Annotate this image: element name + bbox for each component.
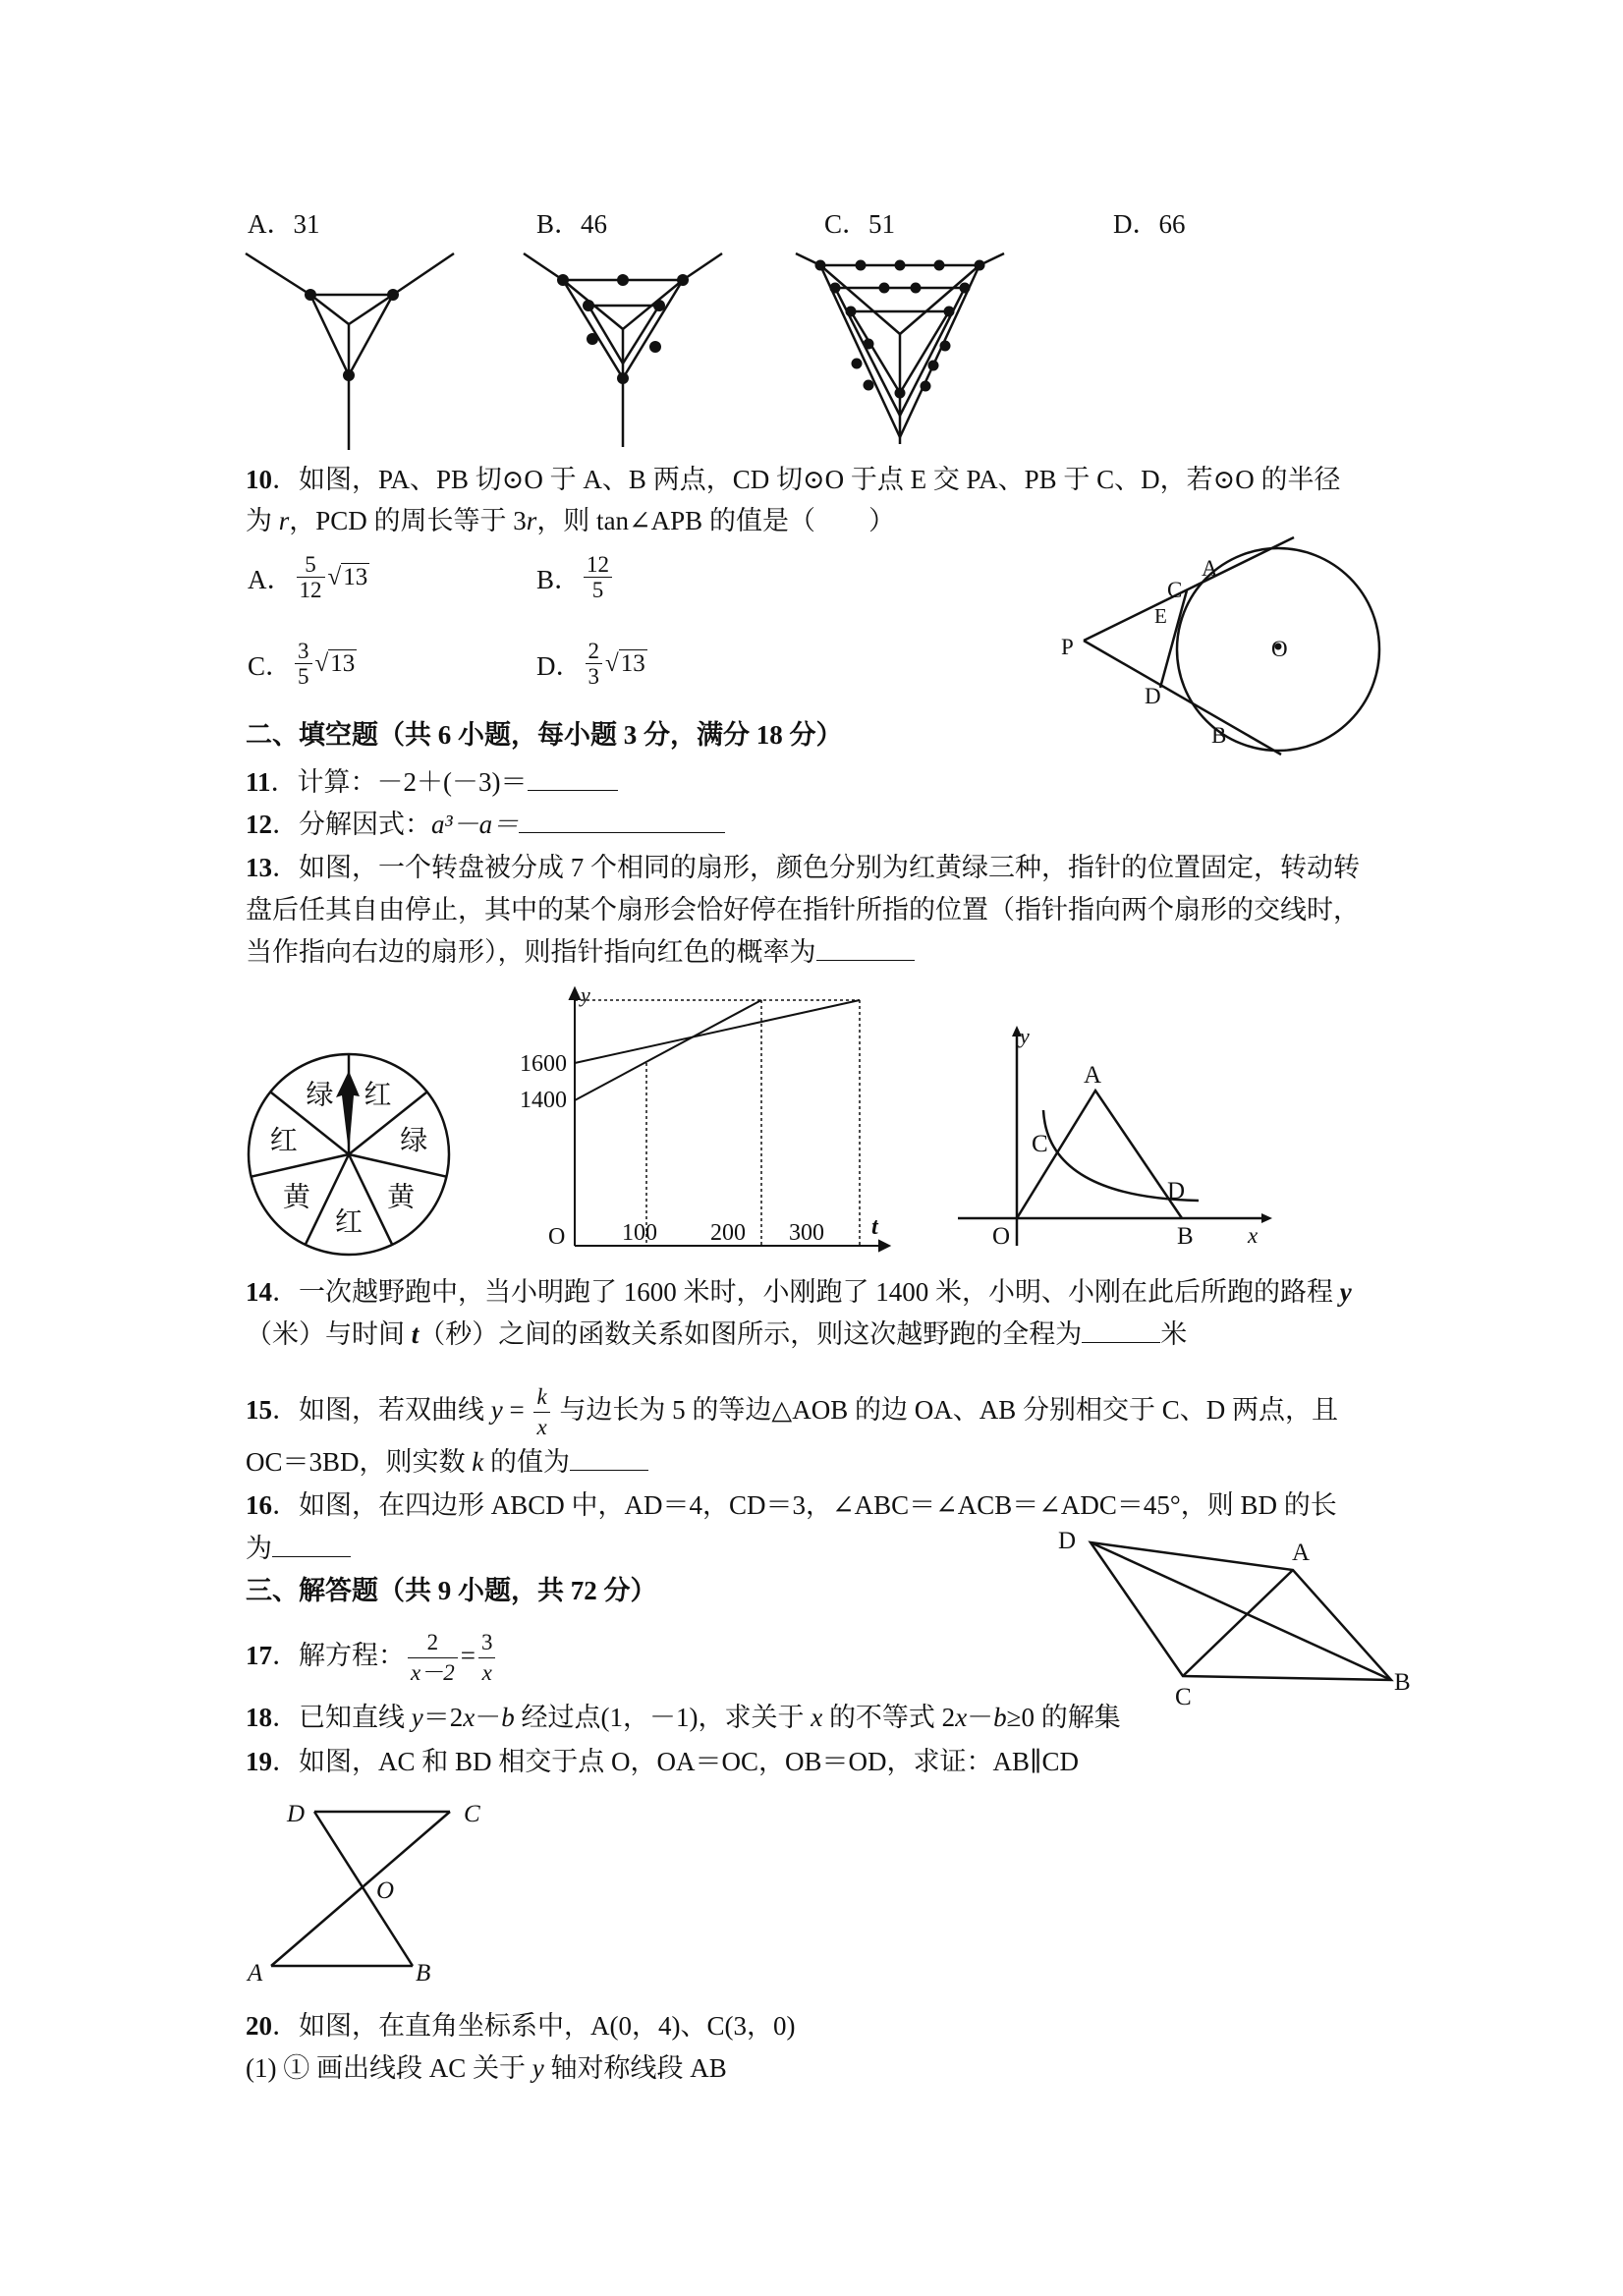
q10-text-2c: ，则 tan∠APB 的值是（ ） bbox=[536, 506, 895, 535]
q14-x-tick-300: 300 bbox=[789, 1220, 824, 1246]
q10-label-p: P bbox=[1061, 635, 1074, 659]
q20-sub1-b: 轴对称线段 AB bbox=[543, 2053, 727, 2083]
q16-number: 16 bbox=[246, 1490, 272, 1520]
q13-spinner bbox=[246, 1051, 452, 1258]
q9-figure-2 bbox=[524, 251, 725, 452]
q18-text-f: － bbox=[967, 1703, 994, 1732]
q10-label-d: D bbox=[1145, 684, 1161, 708]
q10-option-b-den: 5 bbox=[591, 578, 604, 602]
q14-y-tick-1400: 1400 bbox=[520, 1088, 567, 1113]
q10-line2 bbox=[246, 501, 895, 540]
q14-line2 bbox=[246, 1315, 1187, 1354]
q14-origin: O bbox=[548, 1224, 566, 1250]
spinner-sector-label: 红 bbox=[364, 1080, 392, 1111]
q18-number: 18 bbox=[246, 1703, 272, 1732]
q10-label-c: C bbox=[1167, 578, 1183, 602]
q15-label-b: B bbox=[1177, 1223, 1194, 1250]
q15-label-o: O bbox=[992, 1223, 1011, 1250]
q18-var-b2: b bbox=[993, 1703, 1007, 1732]
q10-label-a: A bbox=[1202, 556, 1218, 581]
q18-text-c: － bbox=[475, 1703, 502, 1732]
q14-chart bbox=[516, 982, 909, 1262]
q10-option-d-num: 2 bbox=[586, 639, 603, 664]
q10-option-d-rad: 13 bbox=[620, 649, 645, 677]
q15-label-d: D bbox=[1167, 1178, 1186, 1204]
series-line-2 bbox=[575, 1000, 761, 1100]
q15-label-c: C bbox=[1032, 1131, 1048, 1157]
q19-line bbox=[246, 1742, 1079, 1781]
q10-option-d-label: D． bbox=[536, 651, 583, 681]
q14-x-label: t bbox=[871, 1214, 878, 1240]
q17-right-num: 3 bbox=[478, 1628, 496, 1658]
q17-eq: = bbox=[460, 1641, 476, 1670]
q9-option-b: B．46 bbox=[536, 209, 608, 239]
q16-label-c: C bbox=[1175, 1684, 1192, 1710]
q10-text-2a: 为 bbox=[246, 506, 279, 535]
q14-number: 14 bbox=[246, 1277, 272, 1307]
q16-label-d: D bbox=[1058, 1528, 1077, 1554]
q19-label-b: B bbox=[416, 1960, 431, 1987]
q9-option-a: A．31 bbox=[248, 209, 320, 239]
q15-func-y: y bbox=[490, 1395, 503, 1425]
q15-func-den: x bbox=[536, 1415, 547, 1440]
q10-var-r: r bbox=[278, 506, 290, 535]
q9-figure-1 bbox=[246, 251, 457, 452]
spinner-divider bbox=[252, 1154, 349, 1177]
spinner-sector-label: 黄 bbox=[282, 1182, 310, 1213]
q16-blank[interactable] bbox=[272, 1531, 351, 1557]
q14-line1 bbox=[246, 1272, 1352, 1312]
q14-y-label: y bbox=[581, 982, 590, 1007]
q20-sub1 bbox=[246, 2048, 727, 2088]
q19-number: 19 bbox=[246, 1747, 272, 1776]
q16-line1 bbox=[246, 1485, 1337, 1525]
q15-text-2b: 的值为 bbox=[483, 1447, 570, 1477]
q10-option-a-num: 5 bbox=[297, 552, 325, 578]
q18-var-b1: b bbox=[501, 1703, 515, 1732]
q16-figure bbox=[1051, 1523, 1425, 1709]
q10-option-d-den: 3 bbox=[588, 664, 599, 689]
q15-line1 bbox=[246, 1375, 1338, 1444]
q10-number: 10 bbox=[246, 465, 272, 494]
section3-heading: 三、解答题（共 9 小题，共 72 分） bbox=[246, 1576, 657, 1605]
q10-option-c-num: 3 bbox=[295, 639, 312, 664]
q10-option-a: A． $\frac{5}{12}$ √13 bbox=[248, 552, 368, 602]
q10-var-r2: r bbox=[526, 506, 537, 535]
q17-left-den: x－2 bbox=[411, 1660, 455, 1686]
q15-text-1: ．如图，若双曲线 bbox=[272, 1395, 491, 1425]
q14-x-tick-200: 200 bbox=[710, 1220, 746, 1246]
q14-var-t: t bbox=[411, 1319, 420, 1349]
spinner-pointer-icon bbox=[336, 1071, 360, 1152]
q9-option-d: D．66 bbox=[1113, 209, 1186, 239]
q15-line2 bbox=[246, 1442, 648, 1482]
q18-text-e: 的不等式 2 bbox=[822, 1703, 956, 1732]
q10-option-b bbox=[536, 552, 615, 602]
spinner-sector-label: 红 bbox=[269, 1125, 298, 1156]
q14-text-1: ．一次越野跑中，当小明跑了 1600 米时，小刚跑了 1400 米，小明、小刚在此后所跑的路程 bbox=[272, 1277, 1340, 1307]
q12-text: ．分解因式： bbox=[272, 810, 431, 839]
q20-sub1-a: (1) ① 画出线段 AC 关于 bbox=[246, 2053, 532, 2083]
q15-func-eq: = bbox=[502, 1395, 532, 1425]
spinner-divider bbox=[349, 1154, 446, 1177]
q11-blank[interactable] bbox=[528, 764, 618, 791]
q13-blank[interactable] bbox=[816, 934, 915, 961]
q14-blank[interactable] bbox=[1082, 1316, 1160, 1343]
q18-var-x3: x bbox=[955, 1703, 968, 1732]
q18-text-d: 经过点(1，－1)，求关于 bbox=[514, 1703, 812, 1732]
q20-line bbox=[246, 2006, 795, 2045]
q20-text: ．如图，在直角坐标系中，A(0，4)、C(3，0) bbox=[272, 2011, 796, 2041]
q10-option-b-num: 12 bbox=[584, 552, 612, 578]
q16-text-2: 为 bbox=[246, 1534, 272, 1563]
q10-label-o: O bbox=[1271, 637, 1288, 661]
q15-var-k: k bbox=[472, 1447, 484, 1477]
q18-text-a: ．已知直线 bbox=[272, 1703, 412, 1732]
q18-var-y: y bbox=[411, 1703, 423, 1732]
q18-text-b: ＝2 bbox=[422, 1703, 464, 1732]
q18-text-g: ≥0 的解集 bbox=[1006, 1703, 1121, 1732]
q13-line3 bbox=[246, 932, 915, 972]
q14-unit: 米 bbox=[1160, 1319, 1188, 1349]
q19-label-c: C bbox=[464, 1801, 480, 1827]
q19-label-o: O bbox=[376, 1877, 395, 1904]
q17-line bbox=[246, 1621, 498, 1690]
q20-number: 20 bbox=[246, 2011, 272, 2041]
q20-sub1-y: y bbox=[532, 2053, 544, 2083]
q15-x-label: x bbox=[1248, 1223, 1259, 1248]
q14-text-2a: （米）与时间 bbox=[246, 1319, 412, 1349]
spinner-sector-label: 红 bbox=[334, 1207, 364, 1238]
q10-text-2b: ，PCD 的周长等于 3 bbox=[289, 506, 527, 535]
q11-line bbox=[246, 762, 618, 802]
q15-blank[interactable] bbox=[570, 1444, 648, 1471]
q18-var-x2: x bbox=[811, 1703, 823, 1732]
q15-text-2a: OC＝3BD，则实数 bbox=[246, 1447, 473, 1477]
q15-figure bbox=[953, 1022, 1277, 1258]
q17-text: ．解方程： bbox=[272, 1641, 405, 1670]
q16-label-a: A bbox=[1292, 1540, 1311, 1566]
q15-text-1b: 与边长为 5 的等边△AOB 的边 OA、AB 分别相交于 C、D 两点，且 bbox=[552, 1395, 1338, 1425]
q12-blank[interactable] bbox=[519, 807, 725, 833]
q10-label-b: B bbox=[1211, 723, 1227, 748]
q19-label-d: D bbox=[287, 1801, 306, 1827]
q16-text-1: ．如图，在四边形 ABCD 中，AD＝4，CD＝3，∠ABC＝∠ACB＝∠ADC＝45°，则 BD 的长 bbox=[272, 1490, 1337, 1520]
q11-number: 11 bbox=[246, 767, 271, 797]
q10-line1 bbox=[246, 460, 1341, 499]
q19-text: ．如图，AC 和 BD 相交于点 O，OA＝OC，OB＝OD，求证：AB∥CD bbox=[272, 1747, 1080, 1776]
q11-text: ．计算：－2＋(－3)＝ bbox=[270, 767, 528, 797]
q19-figure bbox=[246, 1788, 501, 1985]
q19-label-a: A bbox=[248, 1960, 263, 1987]
spinner-sector-label: 绿 bbox=[400, 1125, 428, 1156]
q18-line bbox=[246, 1698, 1121, 1737]
q10-option-c-den: 5 bbox=[298, 664, 309, 689]
q10-option-c-rad: 13 bbox=[330, 649, 356, 677]
q17-number: 17 bbox=[246, 1641, 272, 1670]
q13-text-1: ．如图，一个转盘被分成 7 个相同的扇形，颜色分别为红黄绿三种，指针的位置固定，转动转 bbox=[272, 853, 1360, 882]
q10-option-a-rad: 13 bbox=[343, 563, 368, 590]
q10-option-d: D． $\frac{2}{3}$ √13 bbox=[536, 639, 645, 689]
spinner-sector-label: 绿 bbox=[306, 1080, 334, 1111]
q15-label-a: A bbox=[1084, 1062, 1102, 1089]
q18-var-x1: x bbox=[463, 1703, 476, 1732]
section2-heading: 二、填空题（共 6 小题，每小题 3 分，满分 18 分） bbox=[246, 720, 843, 750]
q13-text-3: 当作指向右边的扇形），则指针指向红色的概率为 bbox=[246, 937, 816, 967]
q15-y-label: y bbox=[1020, 1024, 1030, 1048]
q10-option-a-den: 12 bbox=[299, 578, 322, 602]
q17-left-num: 2 bbox=[408, 1628, 458, 1658]
q17-right-den: x bbox=[481, 1660, 492, 1686]
q12-expr: a³－a＝ bbox=[431, 810, 520, 839]
q16-label-b: B bbox=[1394, 1669, 1411, 1696]
spinner-sector-label: 黄 bbox=[387, 1182, 416, 1213]
q10-label-e: E bbox=[1154, 604, 1167, 628]
q13-line1 bbox=[246, 848, 1360, 887]
q12-number: 12 bbox=[246, 810, 272, 839]
q10-option-a-label: A． bbox=[248, 565, 294, 594]
q10-option-c: C． $\frac{3}{5}$ √13 bbox=[248, 639, 356, 689]
q14-x-tick-100: 100 bbox=[622, 1220, 657, 1246]
q14-y-tick-1600: 1600 bbox=[520, 1051, 567, 1077]
q15-number: 15 bbox=[246, 1395, 272, 1425]
q16-line2 bbox=[246, 1529, 351, 1568]
q13-number: 13 bbox=[246, 853, 272, 882]
series-line-1 bbox=[575, 1000, 860, 1063]
q9-figure-3 bbox=[796, 251, 1007, 447]
q14-var-y: y bbox=[1339, 1277, 1352, 1307]
q10-option-c-label: C． bbox=[248, 651, 293, 681]
q14-text-2b: （秒）之间的函数关系如图所示，则这次越野跑的全程为 bbox=[419, 1319, 1083, 1349]
q15-func-num: k bbox=[533, 1382, 549, 1413]
q10-text-1: ．如图，PA、PB 切⊙O 于 A、B 两点，CD 切⊙O 于点 E 交 PA、PB 于 C、D，若⊙O 的半径 bbox=[272, 465, 1341, 494]
q10-figure bbox=[1051, 511, 1395, 756]
q12-line bbox=[246, 805, 725, 844]
q10-option-b-label: B． bbox=[536, 565, 582, 594]
q13-line2: 盘后任其自由停止，其中的某个扇形会恰好停在指针所指的位置（指针指向两个扇形的交线时， bbox=[246, 895, 1360, 924]
q9-option-c: C．51 bbox=[824, 209, 896, 239]
